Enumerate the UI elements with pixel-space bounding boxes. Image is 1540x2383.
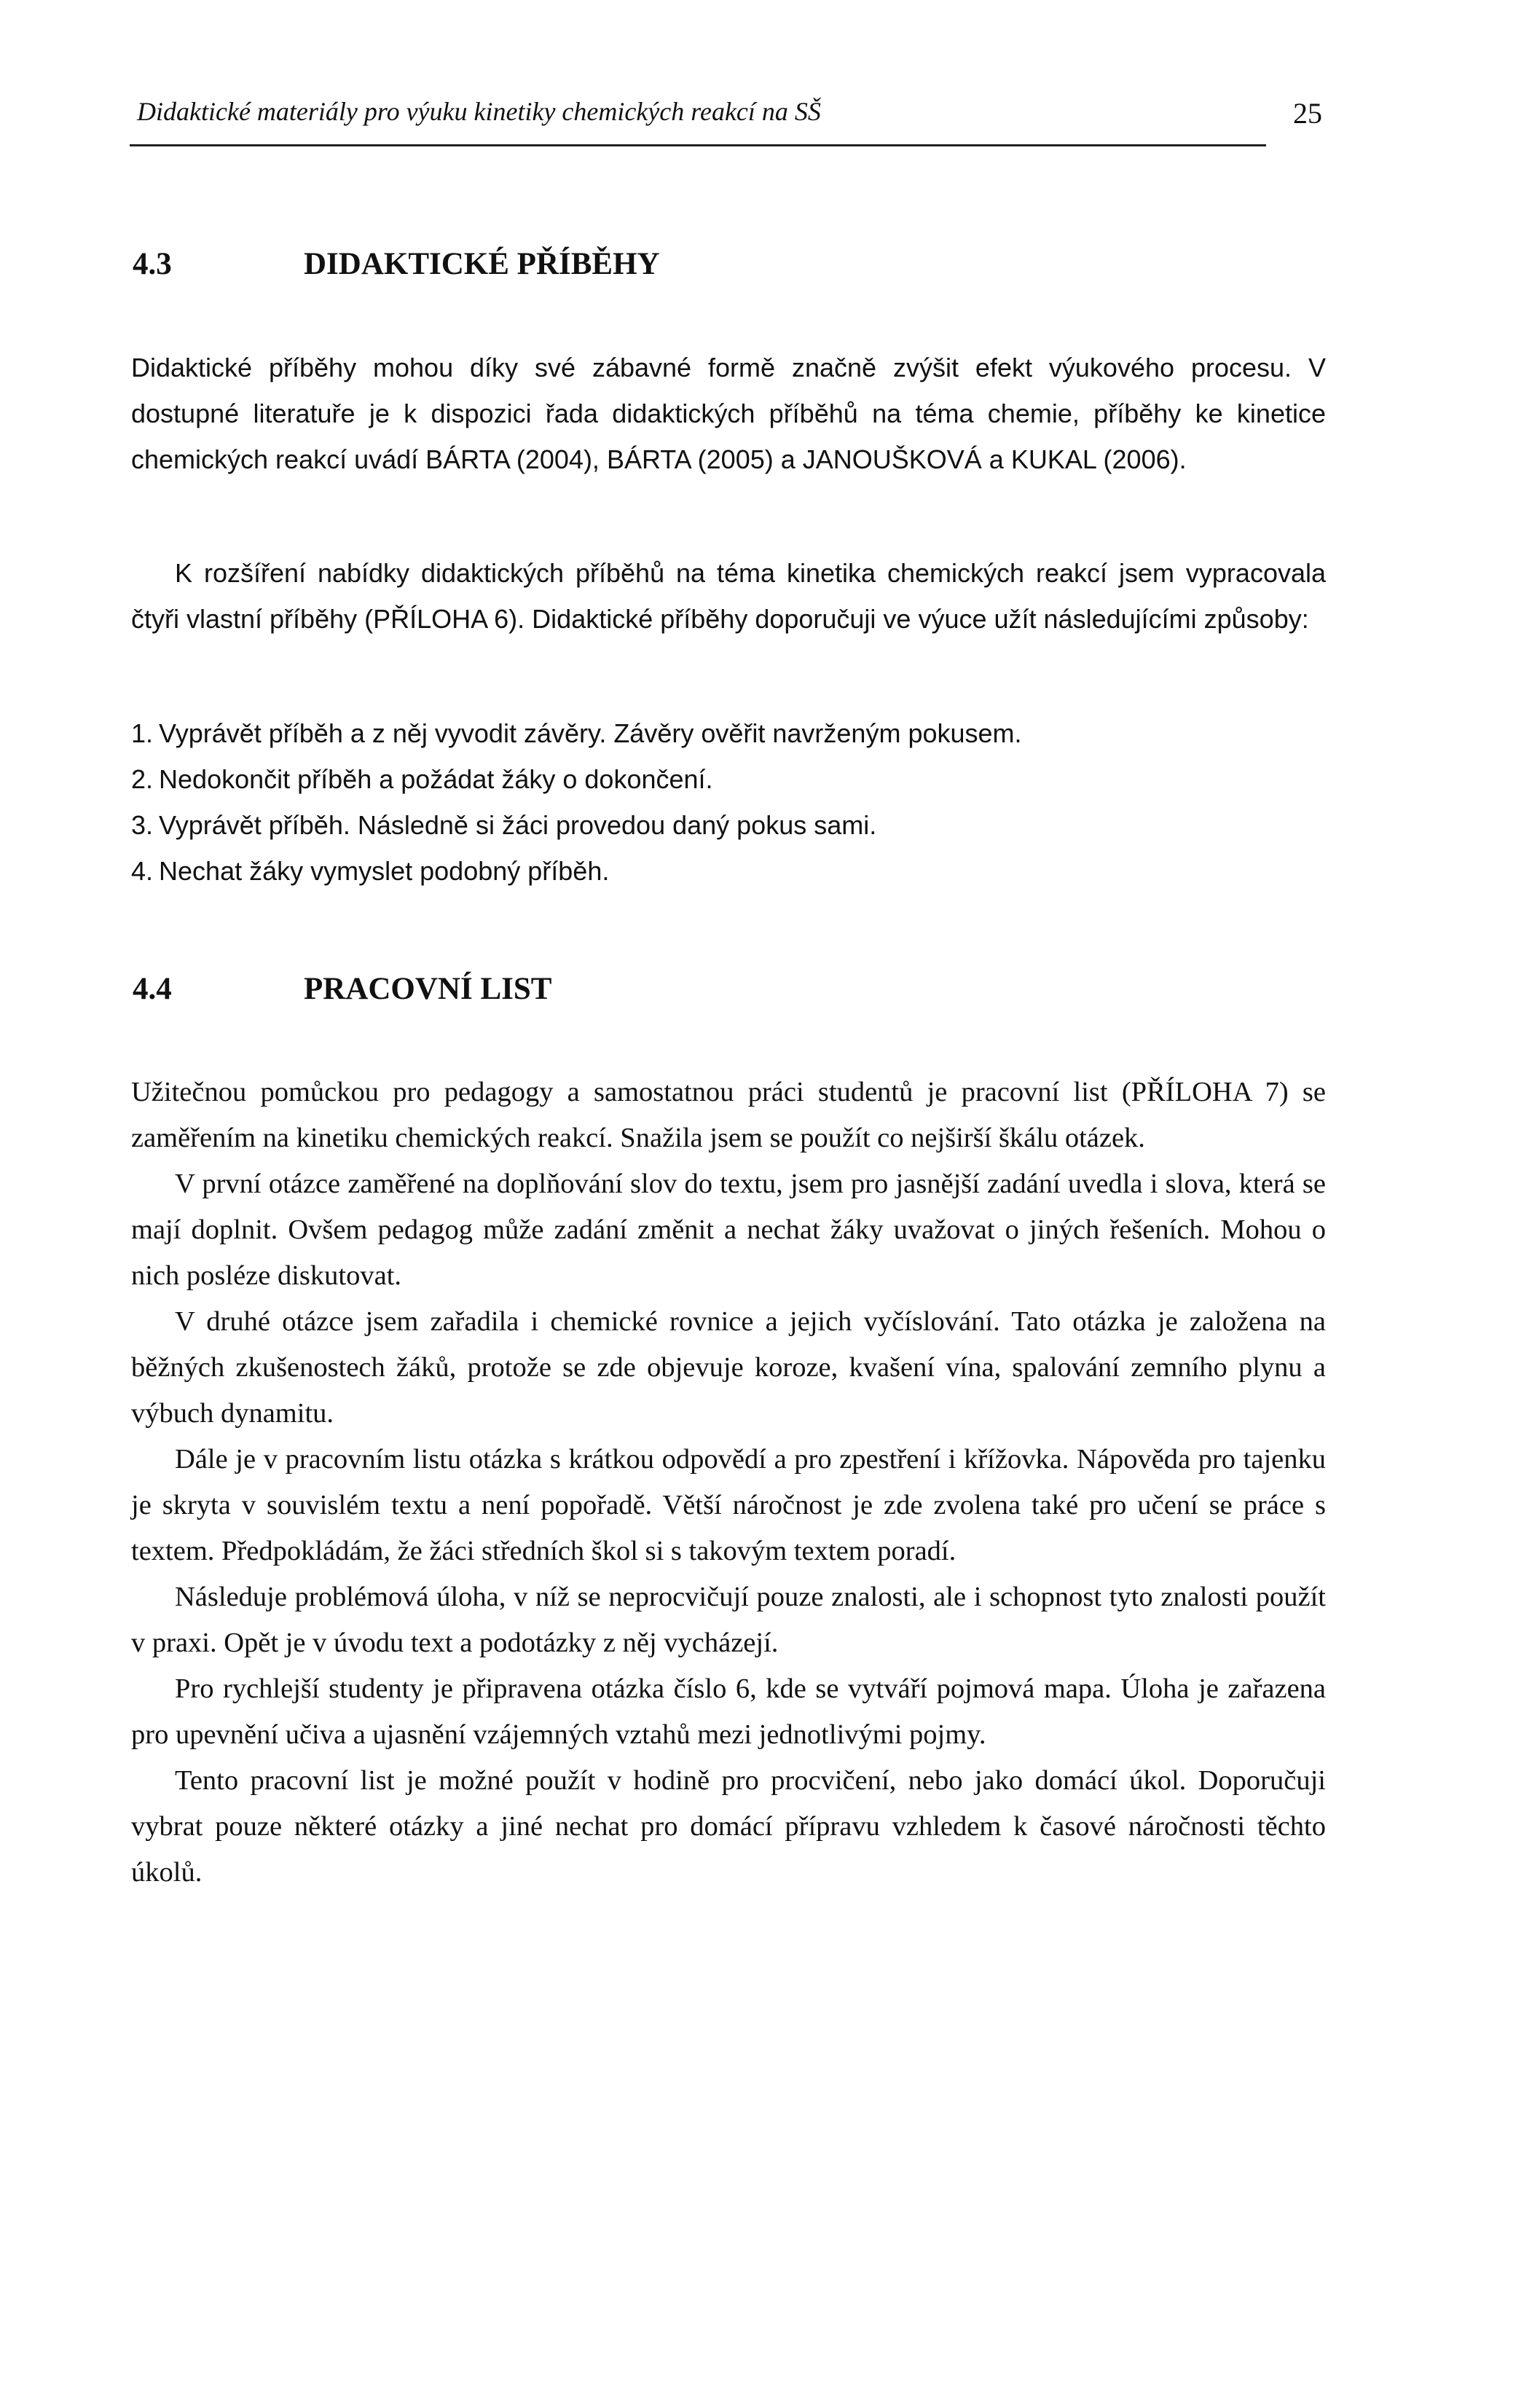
list-number: 1.	[131, 718, 154, 748]
paragraph-text: Užitečnou pomůckou pro pedagogy a samostatnou práci studentů je pracovní list (PŘÍLOHA 7) se zaměřením na kinetiku chemických reakcí. Snažila jsem se použít co nejširší škálu otázek.	[131, 1077, 1326, 1153]
paragraph-text: K rozšíření nabídky didaktických příběhů na téma kinetika chemických reakcí jsem vypracovala čtyři vlastní příběhy (PŘÍLOHA 6). Didaktické příběhy doporučuji ve výuce užít následujícími způsoby:	[131, 558, 1326, 634]
list-text: Nechat žáky vymyslet podobný příběh.	[159, 856, 610, 886]
section-body	[131, 1069, 1326, 1896]
paragraph	[131, 345, 1326, 482]
section-title: DIDAKTICKÉ PŘÍBĚHY	[304, 247, 660, 281]
section-number: 4.3	[133, 247, 172, 281]
list-text: Vyprávět příběh a z něj vyvodit závěry. Závěry ověřit navrženým pokusem.	[159, 718, 1022, 748]
list-item	[131, 756, 1326, 802]
list-text: Vyprávět příběh. Následně si žáci provedou daný pokus sami.	[159, 810, 877, 840]
list-item	[131, 802, 1326, 848]
section-heading-4-3	[133, 246, 660, 282]
paragraph-text: V první otázce zaměřené na doplňování slov do textu, jsem pro jasnější zadání uvedla i slova, která se mají doplnit. Ovšem pedagog může zadání změnit a nechat žáky uvažovat o jiných řešeních. Mohou o nich posléze diskutovat.	[131, 1169, 1326, 1291]
list-text: Nedokončit příběh a požádat žáky o dokončení.	[159, 764, 713, 794]
paragraph	[131, 550, 1326, 642]
list-number: 2.	[131, 764, 154, 794]
paragraph-text: Tento pracovní list je možné použít v hodině pro procvičení, nebo jako domácí úkol. Doporučuji vybrat pouze některé otázky a jiné nechat pro domácí přípravu vzhledem k časové náročnosti těchto úkolů.	[131, 1765, 1326, 1888]
section-title: PRACOVNÍ LIST	[304, 972, 552, 1006]
list-item	[131, 710, 1326, 756]
running-header	[130, 86, 1266, 146]
section-heading-4-4	[133, 971, 551, 1007]
list-number: 3.	[131, 810, 154, 840]
header-title: Didaktické materiály pro výuku kinetiky chemických reakcí na SŠ	[137, 97, 821, 126]
list-item	[131, 848, 1326, 894]
paragraph-text: Didaktické příběhy mohou díky své zábavné formě značně zvýšit efekt výukového procesu. V dostupné literatuře je k dispozici řada didaktických příběhů na téma chemie, příběhy ke kinetice chemických reakcí uvádí BÁRTA (2004), BÁRTA (2005) a JANOUŠKOVÁ a KUKAL (2006).	[131, 353, 1326, 474]
numbered-list	[131, 710, 1326, 894]
paragraph-text: Následuje problémová úloha, v níž se neprocvičují pouze znalosti, ale i schopnost tyto znalosti použít v praxi. Opět je v úvodu text a podotázky z něj vycházejí.	[131, 1582, 1326, 1658]
section-number: 4.4	[133, 972, 172, 1006]
paragraph-text: Pro rychlejší studenty je připravena otázka číslo 6, kde se vytváří pojmová mapa. Úloha je zařazena pro upevnění učiva a ujasnění vzájemných vztahů mezi jednotlivými pojmy.	[131, 1673, 1326, 1750]
paragraph-text: Dále je v pracovním listu otázka s krátkou odpovědí a pro zpestření i křížovka. Nápověda pro tajenku je skryta v souvislém textu a není popořadě. Větší náročnost je zde zvolena také pro učení se práce s textem. Předpokládám, že žáci středních škol si s takovým textem poradí.	[131, 1444, 1326, 1566]
page-number: 25	[1293, 97, 1322, 130]
paragraph-text: V druhé otázce jsem zařadila i chemické rovnice a jejich vyčíslování. Tato otázka je založena na běžných zkušenostech žáků, protože se zde objevuje koroze, kvašení vína, spalování zemního plynu a výbuch dynamitu.	[131, 1306, 1326, 1429]
list-number: 4.	[131, 856, 154, 886]
